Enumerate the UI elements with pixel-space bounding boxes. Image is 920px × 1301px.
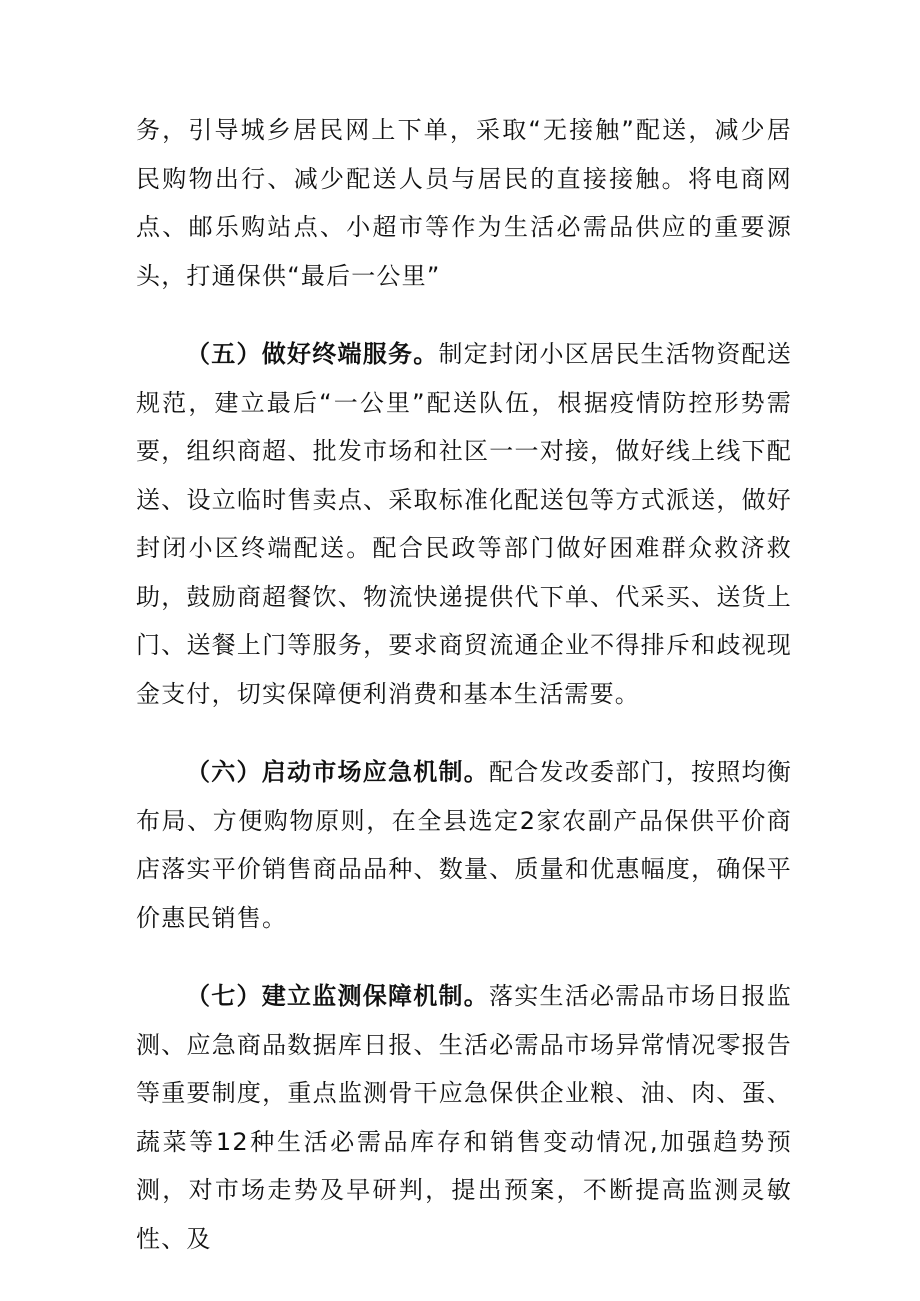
paragraph-gap [136, 718, 792, 748]
section-heading: （六）启动市场应急机制。 [186, 758, 490, 786]
section-heading: （七）建立监测保障机制。 [186, 982, 490, 1010]
paragraph-continuation [136, 106, 792, 300]
paragraph-gap [136, 942, 792, 972]
paragraph-gap [136, 300, 792, 330]
paragraph-market-emergency [136, 748, 792, 942]
document-body [136, 106, 792, 1263]
paragraph-monitoring [136, 972, 792, 1263]
paragraph-text: 务，引导城乡居民网上下单，采取“无接触”配送，减少居民购物出行、减少配送人员与居民的直接接触。将电商网点、邮乐购站点、小超市等作为生活必需品供应的重要源头，打通保供“最后一公里” [136, 116, 792, 290]
paragraph-text: 配合发改委部门，按照均衡布局、方便购物原则，在全县选定2家农副产品保供平价商店落实平价销售商品品种、数量、质量和优惠幅度，确保平价惠民销售。 [136, 758, 792, 932]
paragraph-terminal-service [136, 330, 792, 718]
paragraph-text: 落实生活必需品市场日报监测、应急商品数据库日报、生活必需品市场异常情况零报告等重要制度，重点监测骨干应急保供企业粮、油、肉、蛋、蔬菜等12种生活必需品库存和销售变动情况,加强趋势预测，对市场走势及早研判，提出预案，不断提高监测灵敏性、及 [136, 982, 792, 1253]
section-heading: （五）做好终端服务。 [186, 340, 439, 368]
paragraph-text: 制定封闭小区居民生活物资配送规范，建立最后“一公里”配送队伍，根据疫情防控形势需要，组织商超、批发市场和社区一一对接，做好线上线下配送、设立临时售卖点、采取标准化配送包等方式派送，做好封闭小区终端配送。配合民政等部门做好困难群众救济救助，鼓励商超餐饮、物流快递提供代下单、代采买、送货上门、送餐上门等服务，要求商贸流通企业不得排斥和歧视现金支付，切实保障便利消费和基本生活需要。 [136, 340, 792, 708]
